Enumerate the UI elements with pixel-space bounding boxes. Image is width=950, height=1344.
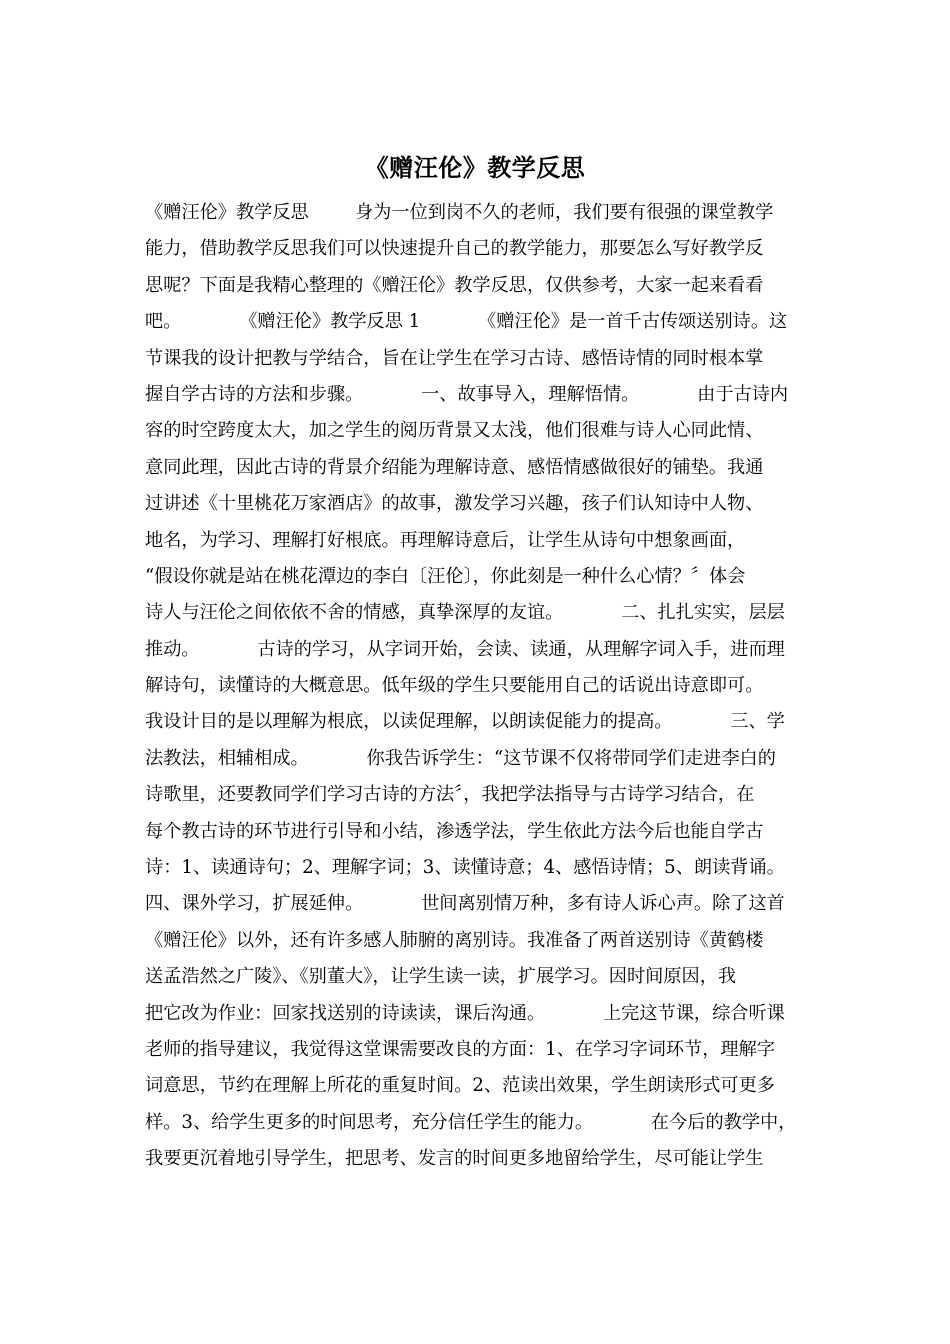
body-line: 吧。 《赠汪伦》教学反思 1 《赠汪伦》是一首千古传颂送别诗。这: [145, 311, 788, 333]
body-line: 样。3、给学生更多的时间思考，充分信任学生的能力。 在今后的教学中，: [145, 1111, 797, 1133]
body-line: 四、课外学习，扩展延伸。 世间离别情万种，多有诗人诉心声。除了这首: [145, 893, 785, 915]
body-line: 解诗句，读懂诗的大概意思。低年级的学生只要能用自己的话说出诗意即可。: [145, 675, 764, 697]
body-line: 容的时空跨度太大，加之学生的阅历背景又太浅，他们很难与诗人心同此情、: [145, 420, 764, 442]
body-line: 节课我的设计把教与学结合，旨在让学生在学习古诗、感悟诗情的同时根本掌: [145, 347, 764, 369]
body-line: 能力，借助教学反思我们可以快速提升自己的教学能力，那要怎么写好教学反: [145, 238, 764, 260]
body-line: 诗歌里，还要教同学们学习古诗的方法〞，我把学法指导与古诗学习结合，在: [145, 784, 755, 806]
body-line: 送孟浩然之广陵》、《别董大》，让学生读一读，扩展学习。因时间原因，我: [145, 966, 737, 988]
body-line: 地名，为学习、理解打好根底。再理解诗意后，让学生从诗句中想象画面，: [145, 529, 746, 551]
body-line: 诗人与汪伦之间依依不舍的情感，真挚深厚的友谊。 二、扎扎实实，层层: [145, 602, 785, 624]
body-line: 词意思，节约在理解上所花的重复时间。2、范读出效果，学生朗读形式可更多: [145, 1075, 775, 1097]
body-line: 意同此理，因此古诗的背景介绍能为理解诗意、感悟情感做很好的铺垫。我通: [145, 456, 764, 478]
document-title: 《赠汪伦》教学反思: [364, 154, 586, 182]
body-line: 《赠汪伦》以外，还有许多感人肺腑的离别诗。我准备了两首送别诗《黄鹤楼: [145, 929, 764, 951]
body-line: 握自学古诗的方法和步骤。 一、故事导入，理解悟情。 由于古诗内: [145, 383, 789, 405]
body-line: 过讲述《十里桃花万家酒店》的故事，激发学习兴趣，孩子们认知诗中人物、: [145, 493, 764, 515]
document-body: [145, 195, 820, 1178]
body-line: 法教法，相辅相成。 你我告诉学生：“这节课不仅将带同学们走进李白的: [145, 747, 776, 769]
body-line: 把它改为作业：回家找送别的诗读读，课后沟通。 上完这节课，综合听课: [145, 1002, 785, 1024]
body-line: 诗：1、读通诗句；2、理解字词；3、读懂诗意；4、感悟诗情；5、朗读背诵。: [145, 857, 785, 879]
body-line: 我要更沉着地引导学生，把思考、发言的时间更多地留给学生，尽可能让学生: [145, 1148, 764, 1170]
body-line: 《赠汪伦》教学反思 身为一位到岗不久的老师，我们要有很强的课堂教学: [145, 202, 774, 223]
body-line: 我设计目的是以理解为根底，以读促理解，以朗读促能力的提高。 三、学: [145, 711, 785, 733]
body-line: 推动。 古诗的学习，从字词开始，会读、读通，从理解字词入手，进而理: [145, 638, 785, 660]
body-line: 老师的指导建议，我觉得这堂课需要改良的方面：1、在学习字词环节，理解字: [145, 1038, 775, 1060]
body-line: 每个教古诗的环节进行引导和小结，渗透学法，学生依此方法今后也能自学古: [145, 820, 764, 842]
body-line: “假设你就是站在桃花潭边的李白〔汪伦〕，你此刻是一种什么心情？〞体会: [145, 565, 746, 587]
body-line: 思呢？下面是我精心整理的《赠汪伦》教学反思，仅供参考，大家一起来看看: [145, 274, 764, 296]
